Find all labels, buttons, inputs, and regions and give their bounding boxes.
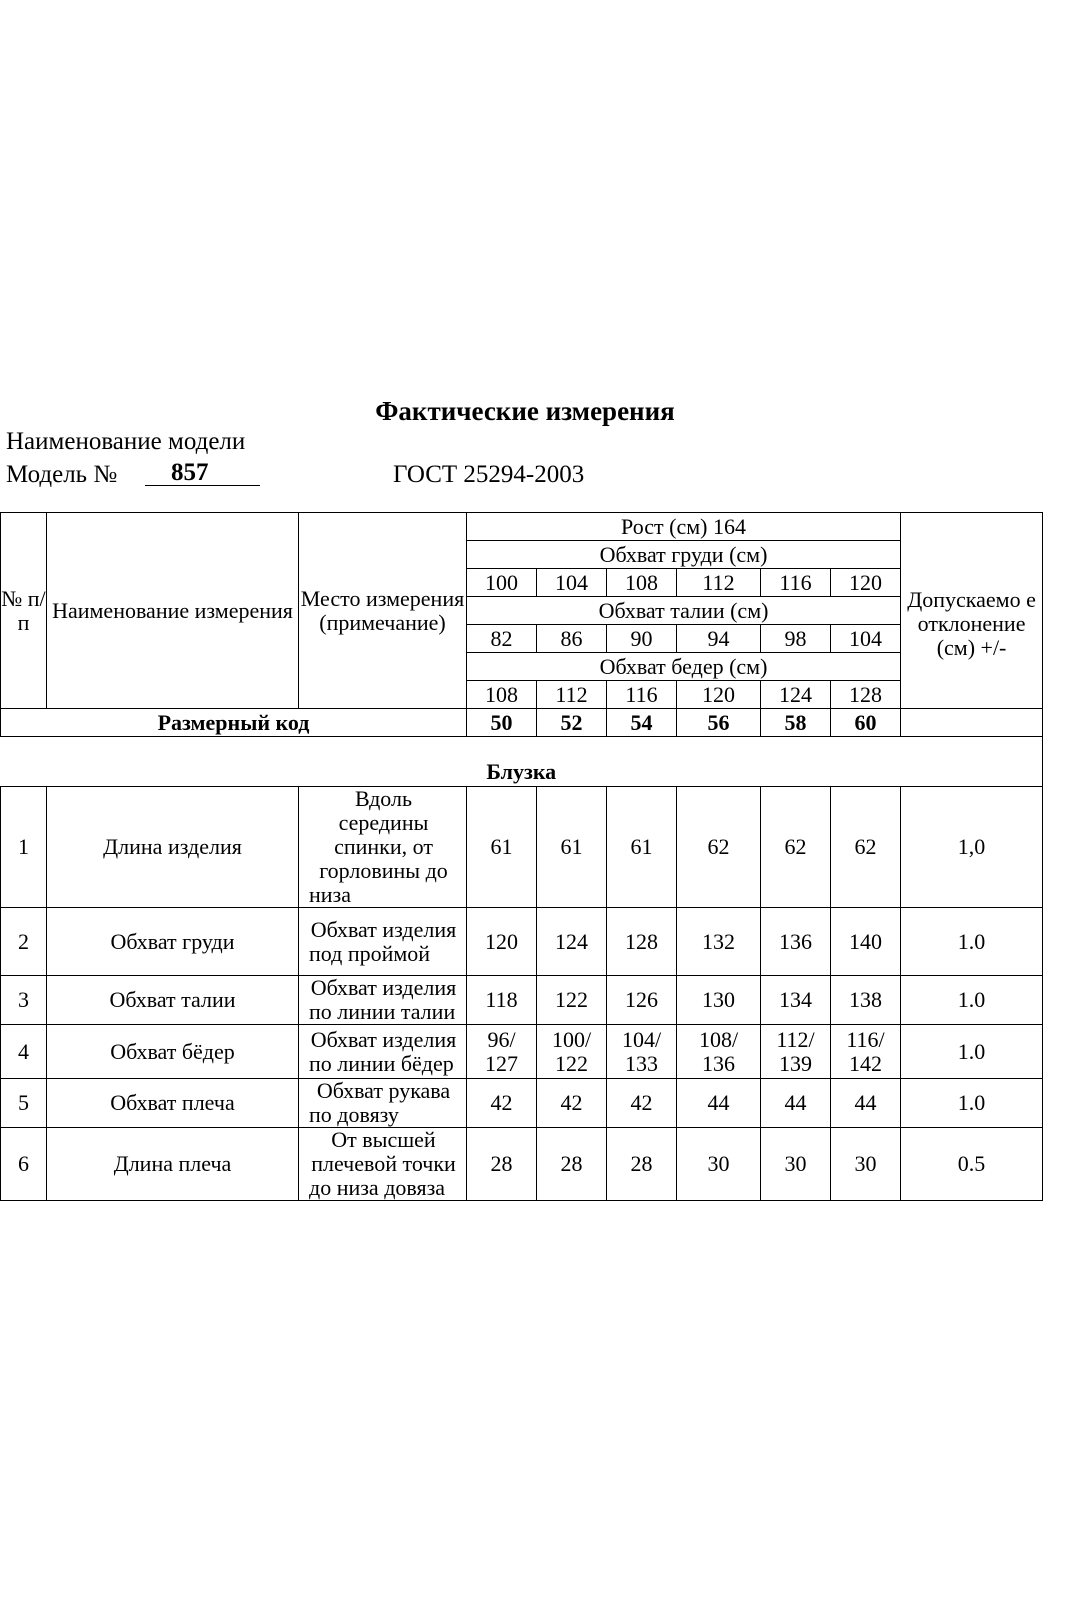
hip-value: 120 <box>677 681 761 709</box>
row-value: 30 <box>831 1128 901 1201</box>
model-name-label: Наименование модели <box>6 428 246 455</box>
row-number: 2 <box>1 908 47 976</box>
table-row <box>1 787 1043 908</box>
chest-value: 104 <box>537 569 607 597</box>
chest-value: 100 <box>467 569 537 597</box>
row-value: 112/ 139 <box>761 1025 831 1079</box>
chest-value: 120 <box>831 569 901 597</box>
row-value: 61 <box>537 787 607 908</box>
header-hips: Обхват бедер (см) <box>467 653 901 681</box>
waist-value: 104 <box>831 625 901 653</box>
model-number: 857 <box>145 461 260 486</box>
size-code-label: Размерный код <box>1 709 467 737</box>
hip-value: 116 <box>607 681 677 709</box>
header-chest: Обхват груди (см) <box>467 541 901 569</box>
row-note: Вдоль середины спинки, от горловины до низа <box>299 787 467 908</box>
row-value: 28 <box>467 1128 537 1201</box>
waist-value: 94 <box>677 625 761 653</box>
row-value: 116/ 142 <box>831 1025 901 1079</box>
row-value: 28 <box>537 1128 607 1201</box>
section-row <box>1 737 1043 787</box>
size-code-row <box>1 709 1043 737</box>
row-value: 108/ 136 <box>677 1025 761 1079</box>
size-code: 58 <box>761 709 831 737</box>
row-number: 3 <box>1 976 47 1025</box>
table-row <box>1 1128 1043 1201</box>
table-row <box>1 976 1043 1025</box>
size-code: 52 <box>537 709 607 737</box>
size-code: 56 <box>677 709 761 737</box>
row-value: 136 <box>761 908 831 976</box>
row-value: 28 <box>607 1128 677 1201</box>
size-code: 50 <box>467 709 537 737</box>
row-note: От высшей плечевой точки до низа довяза <box>299 1128 467 1201</box>
model-number-label: Модель № <box>6 461 118 488</box>
document-title: Фактические измерения <box>375 396 675 426</box>
row-value: 30 <box>677 1128 761 1201</box>
row-tolerance: 0.5 <box>901 1128 1043 1201</box>
measurements-table <box>0 512 1043 1201</box>
row-number: 5 <box>1 1079 47 1128</box>
header-tolerance-top <box>901 513 1043 541</box>
waist-value: 90 <box>607 625 677 653</box>
row-value: 62 <box>831 787 901 908</box>
row-value: 44 <box>761 1079 831 1128</box>
row-tolerance: 1.0 <box>901 1079 1043 1128</box>
row-value: 128 <box>607 908 677 976</box>
waist-value: 82 <box>467 625 537 653</box>
waist-value: 98 <box>761 625 831 653</box>
size-code: 60 <box>831 709 901 737</box>
header-waist: Обхват талии (см) <box>467 597 901 625</box>
size-code-tolerance-empty <box>901 709 1043 737</box>
row-note: Обхват изделия под проймой <box>299 908 467 976</box>
row-name: Обхват бёдер <box>47 1025 299 1079</box>
table-row <box>1 908 1043 976</box>
header-name: Наименование измерения <box>47 513 299 709</box>
gost-standard: ГОСТ 25294-2003 <box>393 461 585 488</box>
row-tolerance: 1.0 <box>901 976 1043 1025</box>
row-name: Обхват плеча <box>47 1079 299 1128</box>
row-value: 44 <box>831 1079 901 1128</box>
chest-value: 112 <box>677 569 761 597</box>
header-height: Рост (см) 164 <box>467 513 901 541</box>
row-value: 130 <box>677 976 761 1025</box>
row-value: 42 <box>467 1079 537 1128</box>
row-value: 134 <box>761 976 831 1025</box>
row-tolerance: 1.0 <box>901 1025 1043 1079</box>
row-name: Обхват груди <box>47 908 299 976</box>
row-value: 122 <box>537 976 607 1025</box>
row-note: Обхват рукава по довязу <box>299 1079 467 1128</box>
row-value: 100/ 122 <box>537 1025 607 1079</box>
row-value: 44 <box>677 1079 761 1128</box>
row-value: 120 <box>467 908 537 976</box>
header-num: № п/ п <box>1 513 47 709</box>
row-value: 61 <box>607 787 677 908</box>
row-note: Обхват изделия по линии бёдер <box>299 1025 467 1079</box>
row-value: 42 <box>537 1079 607 1128</box>
row-name: Длина плеча <box>47 1128 299 1201</box>
hip-value: 108 <box>467 681 537 709</box>
row-value: 138 <box>831 976 901 1025</box>
row-name: Длина изделия <box>47 787 299 908</box>
row-value: 140 <box>831 908 901 976</box>
hip-value: 112 <box>537 681 607 709</box>
row-name: Обхват талии <box>47 976 299 1025</box>
row-value: 132 <box>677 908 761 976</box>
row-value: 62 <box>677 787 761 908</box>
chest-value: 108 <box>607 569 677 597</box>
row-value: 118 <box>467 976 537 1025</box>
hip-value: 124 <box>761 681 831 709</box>
row-note: Обхват изделия по линии талии <box>299 976 467 1025</box>
table-row <box>1 1025 1043 1079</box>
size-code: 54 <box>607 709 677 737</box>
table-row <box>1 1079 1043 1128</box>
waist-value: 86 <box>537 625 607 653</box>
hip-value: 128 <box>831 681 901 709</box>
row-value: 96/ 127 <box>467 1025 537 1079</box>
row-number: 4 <box>1 1025 47 1079</box>
row-value: 30 <box>761 1128 831 1201</box>
row-value: 124 <box>537 908 607 976</box>
row-value: 104/ 133 <box>607 1025 677 1079</box>
header-place: Место измерения (примечание) <box>299 513 467 709</box>
header-tolerance: Допускаемо е отклонение (см) +/- <box>901 541 1043 709</box>
row-value: 42 <box>607 1079 677 1128</box>
row-value: 126 <box>607 976 677 1025</box>
row-value: 62 <box>761 787 831 908</box>
row-number: 1 <box>1 787 47 908</box>
row-number: 6 <box>1 1128 47 1201</box>
row-tolerance: 1,0 <box>901 787 1043 908</box>
row-value: 61 <box>467 787 537 908</box>
section-title: Блузка <box>1 737 1043 787</box>
row-tolerance: 1.0 <box>901 908 1043 976</box>
chest-value: 116 <box>761 569 831 597</box>
